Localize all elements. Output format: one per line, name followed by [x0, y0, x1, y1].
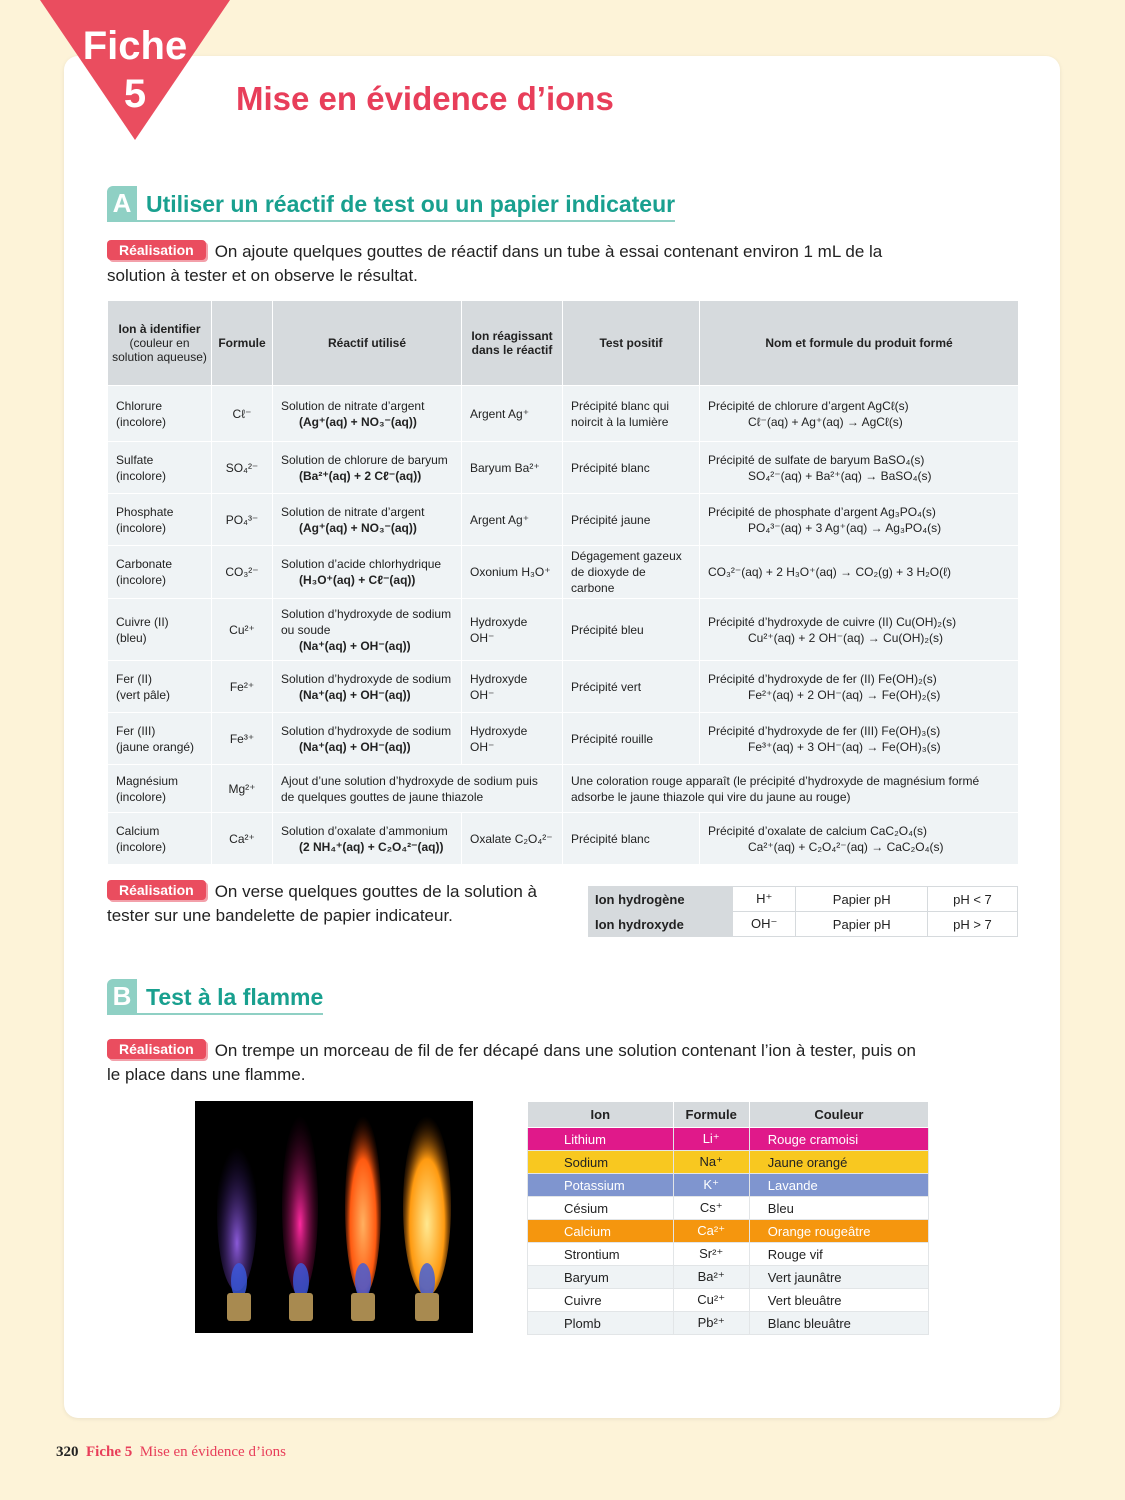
realisation-a2 [107, 880, 567, 928]
flame-test-photo [195, 1101, 473, 1333]
ph-table [588, 886, 1018, 937]
color-cell: Rouge cramoisi [749, 1128, 928, 1151]
flame-color-table [527, 1101, 929, 1335]
formula-cell: PO₄³⁻ [212, 494, 273, 546]
section-b-title: Test à la flamme [146, 984, 324, 1010]
table-header-row [528, 1102, 929, 1128]
ion-cell: Strontium [528, 1243, 674, 1266]
realisation-badge: Réalisation [107, 1039, 206, 1059]
ion-cell: Potassium [528, 1174, 674, 1197]
formula-cell: Cℓ⁻ [212, 386, 273, 442]
fiche-word: Fiche [82, 24, 188, 68]
method-cell: Papier pH [796, 887, 927, 912]
realisation-b [107, 1039, 927, 1087]
product-cell: Précipité d’hydroxyde de cuivre (II) Cu(OH)₂(s) Cu²⁺(aq) + 2 OH⁻(aq) → Cu(OH)₂(s) [700, 599, 1019, 661]
fiche-number: 5 [123, 72, 147, 116]
ion-cell: Cuivre [528, 1289, 674, 1312]
table-row [589, 887, 1018, 912]
table-row [528, 1289, 929, 1312]
react-ion-cell: Oxonium H₃O⁺ [462, 546, 563, 599]
table-header-row [108, 301, 1019, 386]
formula-cell: Cu²⁺ [212, 599, 273, 661]
table-row [108, 494, 1019, 546]
reagent-cell: Solution d’hydroxyde de sodium ou soude (Na⁺(aq) + OH⁻(aq)) [273, 599, 462, 661]
burner-1 [227, 1293, 251, 1321]
realisation-a1-text: On ajoute quelques gouttes de réactif dans un tube à essai contenant environ 1 mL de la solution à tester et on observe le résultat. [107, 242, 883, 285]
fiche-label [40, 22, 230, 118]
color-cell: Bleu [749, 1197, 928, 1220]
ion-cell: Cuivre (II) (bleu) [108, 599, 212, 661]
ion-cell: Fer (II) (vert pâle) [108, 661, 212, 713]
flames-illustration [195, 1101, 473, 1333]
reagent-cell: Solution d’hydroxyde de sodium (Na⁺(aq) + OH⁻(aq)) [273, 661, 462, 713]
table-row [528, 1128, 929, 1151]
realisation-badge: Réalisation [107, 880, 206, 900]
ion-cell: Césium [528, 1197, 674, 1220]
result-cell: pH > 7 [927, 912, 1017, 937]
react-ion-cell: Oxalate C₂O₄²⁻ [462, 813, 563, 865]
ion-cell: Plomb [528, 1312, 674, 1335]
product-cell: Précipité de phosphate d’argent Ag₃PO₄(s) PO₄³⁻(aq) + 3 Ag⁺(aq) → Ag₃PO₄(s) [700, 494, 1019, 546]
formula-cell: Li⁺ [673, 1128, 749, 1151]
product-cell: Précipité de chlorure d’argent AgCℓ(s) Cℓ⁻(aq) + Ag⁺(aq) → AgCℓ(s) [700, 386, 1019, 442]
formula-cell: Mg²⁺ [212, 765, 273, 813]
ion-name-cell: Ion hydrogène [589, 887, 733, 912]
formula-cell: OH⁻ [733, 912, 796, 937]
positive-cell: Dégagement gazeux de dioxyde de carbone [563, 546, 700, 599]
method-cell: Papier pH [796, 912, 927, 937]
formula-cell: K⁺ [673, 1174, 749, 1197]
ion-cell: Fer (III) (jaune orangé) [108, 713, 212, 765]
table-row [589, 912, 1018, 937]
ion-cell: Baryum [528, 1266, 674, 1289]
section-b-letter: B [107, 979, 137, 1013]
formula-cell: Cs⁺ [673, 1197, 749, 1220]
col-reagent: Réactif utilisé [273, 301, 462, 386]
react-ion-cell: Argent Ag⁺ [462, 494, 563, 546]
positive-cell: Précipité rouille [563, 713, 700, 765]
color-cell: Jaune orangé [749, 1151, 928, 1174]
positive-cell: Précipité blanc [563, 813, 700, 865]
table-row [528, 1174, 929, 1197]
formula-cell: Na⁺ [673, 1151, 749, 1174]
table-row [108, 386, 1019, 442]
col-formula: Formule [212, 301, 273, 386]
react-ion-cell: Baryum Ba²⁺ [462, 442, 563, 494]
page-footer [56, 1444, 286, 1461]
table-row [108, 442, 1019, 494]
formula-cell: Fe³⁺ [212, 713, 273, 765]
product-cell: Précipité d’hydroxyde de fer (II) Fe(OH)₂(s) Fe²⁺(aq) + 2 OH⁻(aq) → Fe(OH)₂(s) [700, 661, 1019, 713]
col-ion: Ion [528, 1102, 674, 1128]
ion-cell: Phosphate (incolore) [108, 494, 212, 546]
realisation-b-text: On trempe un morceau de fil de fer décapé dans une solution contenant l’ion à tester, puis on le place dans une flamme. [107, 1041, 916, 1084]
formula-cell: SO₄²⁻ [212, 442, 273, 494]
formula-cell: H⁺ [733, 887, 796, 912]
color-cell: Blanc bleuâtre [749, 1312, 928, 1335]
reagent-cell: Solution de nitrate d’argent (Ag⁺(aq) + NO₃⁻(aq)) [273, 494, 462, 546]
positive-cell: Précipité bleu [563, 599, 700, 661]
react-ion-cell: Hydroxyde OH⁻ [462, 713, 563, 765]
col-color: Couleur [749, 1102, 928, 1128]
table-row [108, 765, 1019, 813]
ion-cell: Magnésium (incolore) [108, 765, 212, 813]
table-row [528, 1266, 929, 1289]
positive-cell: Précipité jaune [563, 494, 700, 546]
ion-cell: Sulfate (incolore) [108, 442, 212, 494]
table-row [528, 1220, 929, 1243]
table-row [528, 1197, 929, 1220]
positive-cell: Une coloration rouge apparaît (le précipité d’hydroxyde de magnésium formé adsorbe le jaune thiazole qui vire du jaune au rouge) [563, 765, 1019, 813]
reagent-cell: Solution d’acide chlorhydrique (H₃O⁺(aq) + Cℓ⁻(aq)) [273, 546, 462, 599]
formula-cell: Fe²⁺ [212, 661, 273, 713]
section-a-title: Utiliser un réactif de test ou un papier indicateur [146, 191, 676, 217]
positive-cell: Précipité blanc qui noircit à la lumière [563, 386, 700, 442]
ion-cell: Sodium [528, 1151, 674, 1174]
positive-cell: Précipité vert [563, 661, 700, 713]
product-cell: Précipité de sulfate de baryum BaSO₄(s) SO₄²⁻(aq) + Ba²⁺(aq) → BaSO₄(s) [700, 442, 1019, 494]
page-title: Mise en évidence d’ions [236, 80, 614, 117]
ion-cell: Calcium (incolore) [108, 813, 212, 865]
footer-fiche: Fiche 5 [86, 1444, 133, 1460]
section-a-header [107, 186, 675, 222]
burner-2 [289, 1293, 313, 1321]
footer-title: Mise en évidence d’ions [139, 1444, 286, 1460]
col-react-ion: Ion réagissant dans le réactif [462, 301, 563, 386]
col-formula: Formule [673, 1102, 749, 1128]
color-cell: Vert bleuâtre [749, 1289, 928, 1312]
table-row [528, 1312, 929, 1335]
ion-cell: Carbonate (incolore) [108, 546, 212, 599]
reagent-cell: Solution de chlorure de baryum (Ba²⁺(aq) + 2 Cℓ⁻(aq)) [273, 442, 462, 494]
formula-cell: Ca²⁺ [212, 813, 273, 865]
section-b-header [107, 979, 323, 1015]
ion-cell: Chlorure (incolore) [108, 386, 212, 442]
col-product: Nom et formule du produit formé [700, 301, 1019, 386]
table-row [108, 813, 1019, 865]
ion-test-table [107, 300, 1019, 865]
react-ion-cell: Hydroxyde OH⁻ [462, 599, 563, 661]
col-ion: Ion à identifier (couleur en solution aqueuse) [108, 301, 212, 386]
positive-cell: Précipité blanc [563, 442, 700, 494]
realisation-a1 [107, 240, 927, 288]
react-ion-cell: Argent Ag⁺ [462, 386, 563, 442]
result-cell: pH < 7 [927, 887, 1017, 912]
reagent-cell: Ajout d’une solution d’hydroxyde de sodium puis de quelques gouttes de jaune thiazole [273, 765, 563, 813]
reagent-cell: Solution de nitrate d’argent (Ag⁺(aq) + NO₃⁻(aq)) [273, 386, 462, 442]
formula-cell: Cu²⁺ [673, 1289, 749, 1312]
color-cell: Orange rougeâtre [749, 1220, 928, 1243]
ion-cell: Calcium [528, 1220, 674, 1243]
ion-cell: Lithium [528, 1128, 674, 1151]
product-cell: CO₃²⁻(aq) + 2 H₃O⁺(aq) → CO₂(g) + 3 H₂O(ℓ) [700, 546, 1019, 599]
formula-cell: Ca²⁺ [673, 1220, 749, 1243]
table-row [108, 546, 1019, 599]
color-cell: Rouge vif [749, 1243, 928, 1266]
col-positive: Test positif [563, 301, 700, 386]
section-a-letter: A [107, 186, 137, 220]
page-number: 320 [56, 1444, 79, 1460]
table-row [108, 599, 1019, 661]
table-row [528, 1151, 929, 1174]
formula-cell: Pb²⁺ [673, 1312, 749, 1335]
color-cell: Vert jaunâtre [749, 1266, 928, 1289]
table-row [528, 1243, 929, 1266]
burner-4 [415, 1293, 439, 1321]
realisation-a2-text: On verse quelques gouttes de la solution à tester sur une bandelette de papier indicateur. [107, 882, 537, 925]
ion-name-cell: Ion hydroxyde [589, 912, 733, 937]
formula-cell: Ba²⁺ [673, 1266, 749, 1289]
formula-cell: CO₃²⁻ [212, 546, 273, 599]
product-cell: Précipité d’hydroxyde de fer (III) Fe(OH)₃(s) Fe³⁺(aq) + 3 OH⁻(aq) → Fe(OH)₃(s) [700, 713, 1019, 765]
product-cell: Précipité d’oxalate de calcium CaC₂O₄(s) Ca²⁺(aq) + C₂O₄²⁻(aq) → CaC₂O₄(s) [700, 813, 1019, 865]
formula-cell: Sr²⁺ [673, 1243, 749, 1266]
react-ion-cell: Hydroxyde OH⁻ [462, 661, 563, 713]
color-cell: Lavande [749, 1174, 928, 1197]
burner-3 [351, 1293, 375, 1321]
table-row [108, 661, 1019, 713]
realisation-badge: Réalisation [107, 240, 206, 260]
reagent-cell: Solution d’hydroxyde de sodium (Na⁺(aq) + OH⁻(aq)) [273, 713, 462, 765]
reagent-cell: Solution d’oxalate d’ammonium (2 NH₄⁺(aq) + C₂O₄²⁻(aq)) [273, 813, 462, 865]
table-row [108, 713, 1019, 765]
